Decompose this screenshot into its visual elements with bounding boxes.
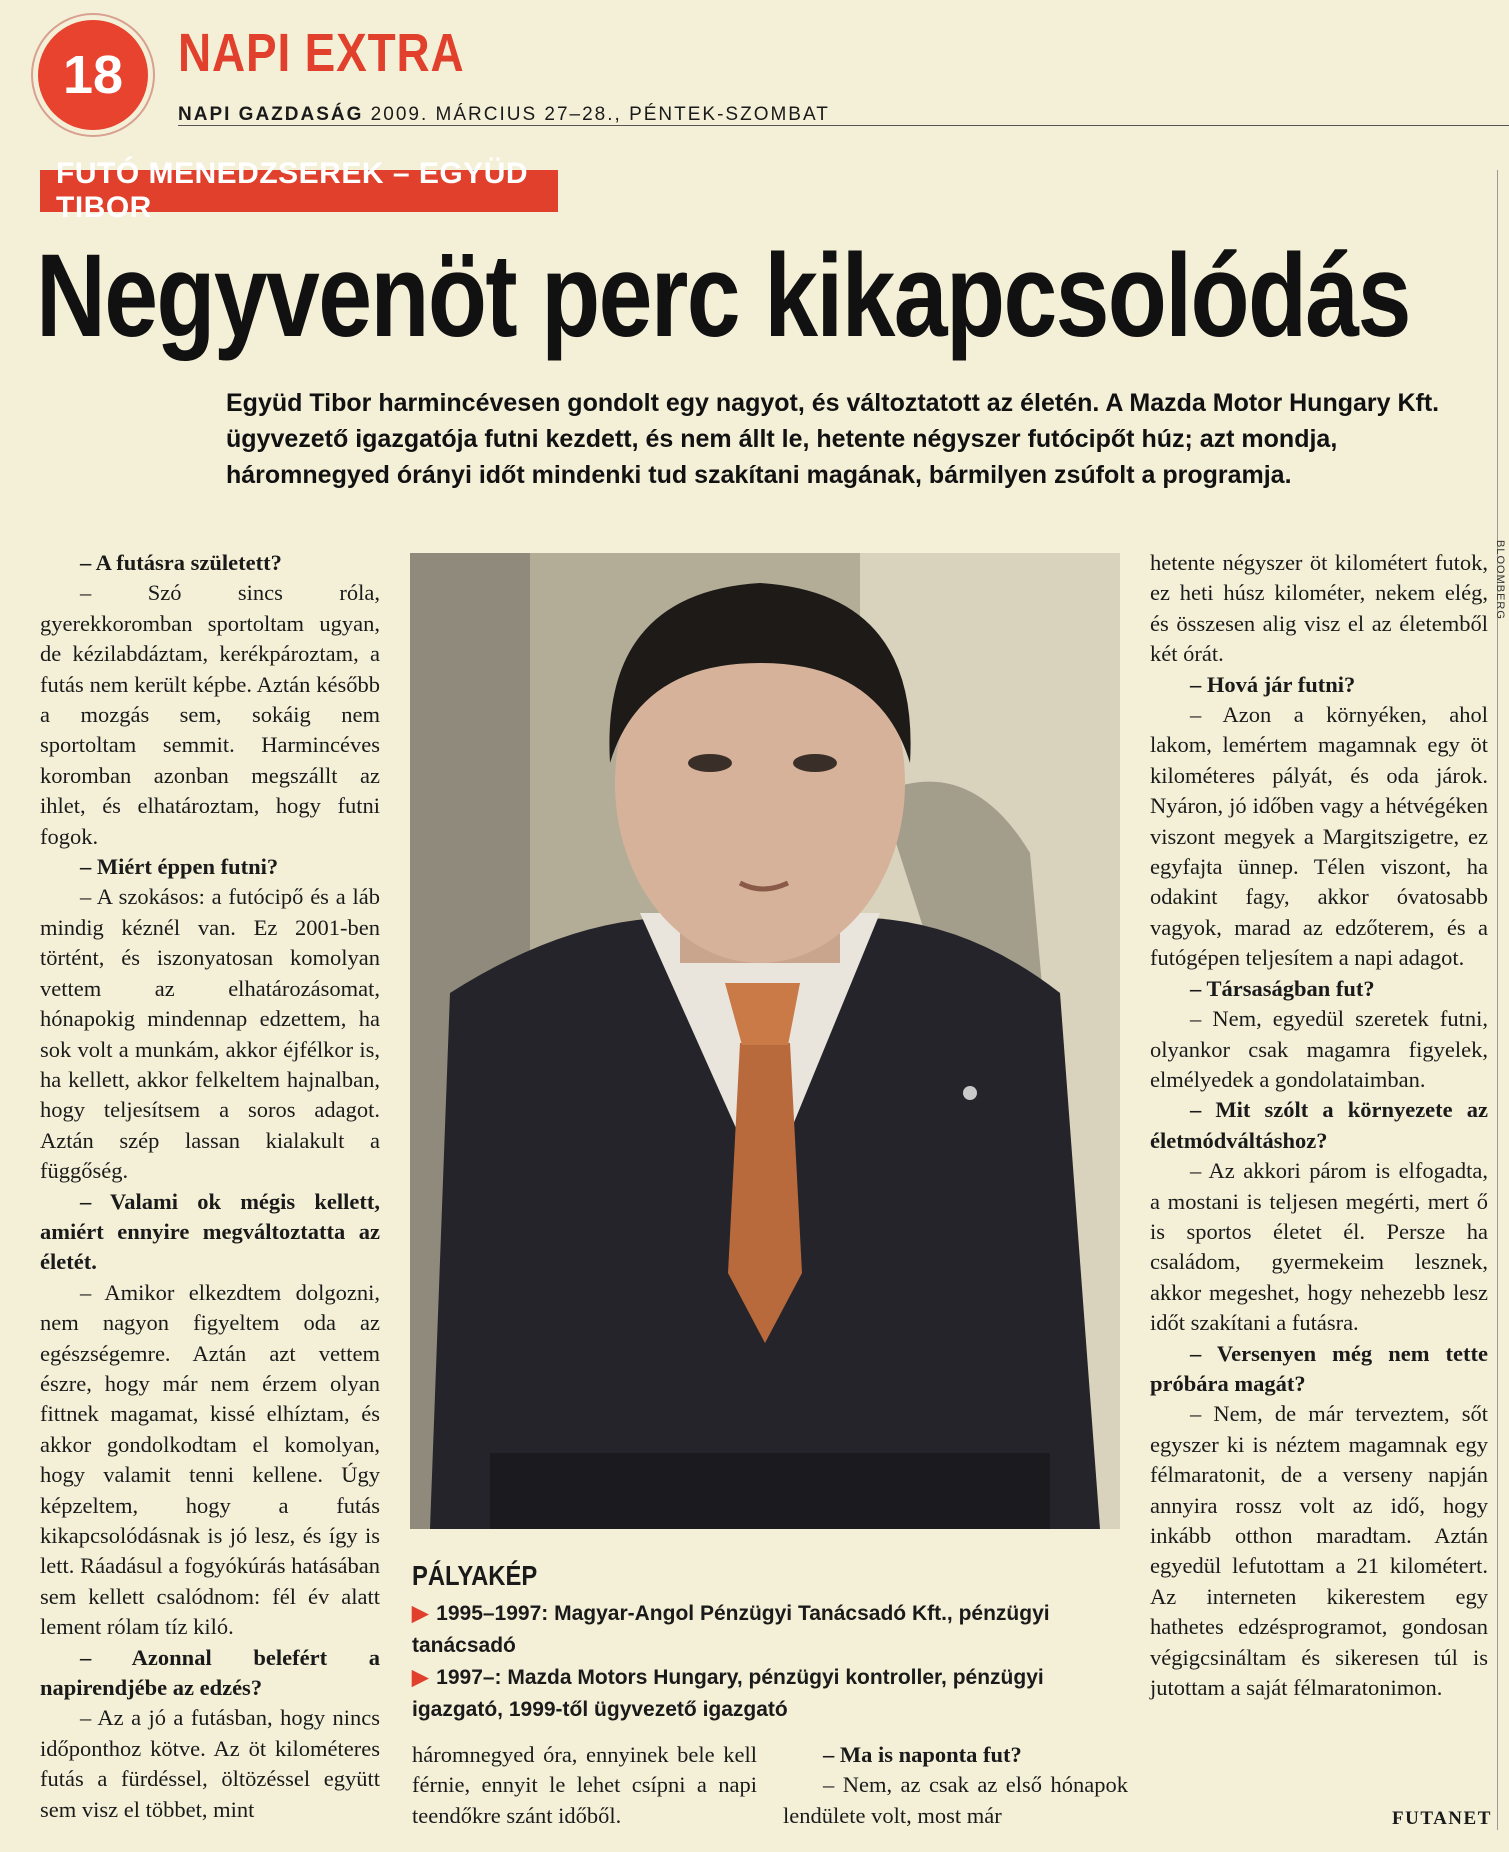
career-item <box>412 1598 1132 1662</box>
text-column-right <box>1150 548 1488 1703</box>
career-item <box>412 1662 1132 1726</box>
interview-question: – A futásra született? <box>80 550 282 575</box>
text-column-left <box>40 548 380 1825</box>
article-byline: FUTANET <box>1392 1808 1492 1829</box>
interview-question: – Hová jár futni? <box>1190 671 1356 697</box>
interview-answer: – Nem, de már terveztem, sőt egyszer ki is néztem magamnak egy félmaratonit, de a verseny napján annyira rossz volt az idő, hogy inkább otthon maradtam. Aztán egyedül lefutottam a 21 kilométert. Az interneten kikerestem egy hathetes edzésprogramot, gondosan végigcsináltam és sikeresen túl is jutottam a saját félmaratonimon. <box>1150 1401 1488 1701</box>
portrait-illustration <box>410 553 1120 1529</box>
interview-answer: – Amikor elkezdtem dolgozni, nem nagyon figyeltem oda az egészségemre. Aztán azt vettem észre, hogy már nem érzem olyan fittnek magamat, kissé elhíztam, és akkor gondolkodtam el komolyan, hogy valamit tenni kellene. Úgy képzeltem, hogy a futás kikapcsolódásnak is jó lesz, és így is lett. Ráadásul a fogyókúrás hatásában sem kellett csalódnom: fél év alatt lement rólam tíz kiló. <box>40 1279 380 1640</box>
interview-question: – Ma is naponta fut? <box>823 1742 1022 1767</box>
interview-answer: hetente négyszer öt kilométert futok, ez heti húsz kilométer, nekem elég, és összesen alig visz el az életemből két órát. <box>1150 550 1488 667</box>
text-column-middle-2 <box>783 1740 1128 1831</box>
header-rule <box>178 125 1509 126</box>
page-number-badge: 18 <box>38 20 148 130</box>
triangle-arrow-icon: ▶ <box>412 1666 429 1689</box>
interview-question: – Azonnal belefért a napirendjébe az edzés? <box>40 1644 380 1701</box>
article-lead: Együd Tibor harmincévesen gondolt egy nagyot, és változtatott az életén. A Mazda Motor Hungary Kft. ügyvezető igazgatója futni kezdett, és nem állt le, hetente négyszer futócipőt húz; azt mondja, háromnegyed órányi időt mindenki tud szakítani magának, bármilyen zsúfolt a programja. <box>226 389 1440 489</box>
interview-question: – Versenyen még nem tette próbára magát? <box>1150 1340 1488 1396</box>
career-box-title: PÁLYAKÉP <box>412 1560 538 1591</box>
article-headline: Negyvenöt perc kikapcsolódás <box>36 230 1410 362</box>
interview-answer: – Nem, az csak az első hónapok lendülete volt, most már <box>783 1772 1128 1828</box>
interview-answer: – Az akkori párom is elfogadta, a mostani is teljesen megérti, mert ő is sportos életet él. Persze ha családom, gyermekeim lesznek, akkor megeshet, hogy nehezebb lesz időt szakítani a futásra. <box>1150 1158 1488 1336</box>
interview-answer: – Az a jó a futásban, hogy nincs időponthoz kötve. Az öt kilométeres futás a fürdéssel, öltözéssel együtt sem visz el többet, mint <box>40 1705 380 1822</box>
text-column-middle-1 <box>412 1740 757 1831</box>
triangle-arrow-icon: ▶ <box>412 1602 429 1625</box>
interview-answer: – Nem, egyedül szeretek futni, olyankor csak magamra figyelek, elmélyedek a gondolataimban. <box>1150 1006 1488 1092</box>
interview-answer: – Szó sincs róla, gyerekkoromban sportoltam ugyan, de kézilabdáztam, kerékpároztam, a futás nem került képbe. Aztán később a mozgás sem, sokáig nem sportoltam semmit. Harmincéves koromban azonban megszállt az ihlet, és elhatároztam, hogy futni fogok. <box>40 580 380 849</box>
issue-date: 2009. MÁRCIUS 27–28., PÉNTEK-SZOMBAT <box>363 104 830 125</box>
interview-question: – Valami ok mégis kellett, amiért ennyire megváltoztatta az életét. <box>40 1188 380 1275</box>
interview-answer: háromnegyed óra, ennyinek bele kell férnie, ennyit le lehet csípni a napi teendőkre szánt időből. <box>412 1742 757 1828</box>
portrait-photo <box>410 553 1120 1529</box>
career-box <box>412 1598 1132 1726</box>
dateline <box>178 104 830 126</box>
interview-question: – Társaságban fut? <box>1190 975 1375 1001</box>
career-item-text: 1997–: Mazda Motors Hungary, pénzügyi kontroller, pénzügyi igazgató, 1999-től ügyvezető igazgató <box>412 1666 1044 1721</box>
interview-question: – Miért éppen futni? <box>80 854 279 880</box>
section-title: NAPI EXTRA <box>178 23 465 83</box>
right-column-rule <box>1497 170 1498 1830</box>
career-item-text: 1995–1997: Magyar-Angol Pénzügyi Tanácsadó Kft., pénzügyi tanácsadó <box>412 1602 1050 1657</box>
interview-answer: – Azon a környéken, ahol lakom, lemértem magamnak egy öt kilométeres pályát, és oda járok. Nyáron, jó időben vagy a hétvégéken viszont megyek a Margitszigetre, ez egyfajta ünnep. Télen viszont, ha odakint fagy, akkor óvatosabb vagyok, marad az edzőterem, és a futógépen teljesítem a napi adagot. <box>1150 702 1488 971</box>
photo-credit: BLOOMBERG <box>1494 540 1506 620</box>
article-kicker: FUTÓ MENEDZSEREK – EGYÜD TIBOR <box>40 170 558 212</box>
publication-name: NAPI GAZDASÁG <box>178 104 364 125</box>
interview-answer: – A szokásos: a futócipő és a láb mindig kéznél van. Ez 2001-ben történt, és iszonyatosan komolyan vettem az elhatározásomat, hónapokig mindennap edzettem, ha sok volt a munkám, akkor éjfélkor is, ha kellett, akkor felkeltem hajnalban, hogy teljesítsem a soros adagot. Aztán szép lassan kialakult a függőség. <box>40 884 380 1184</box>
interview-question: – Mit szólt a környezete az életmódváltáshoz? <box>1150 1097 1488 1153</box>
